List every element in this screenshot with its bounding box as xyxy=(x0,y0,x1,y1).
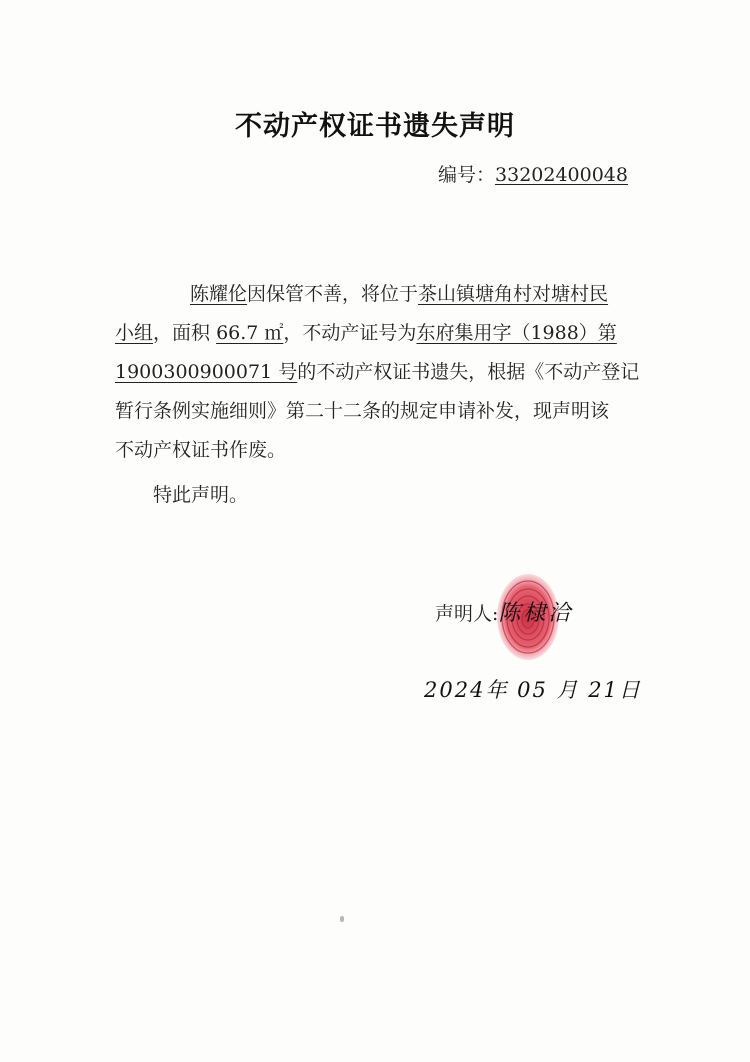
certificate-number-cont: 1900300900071 号 xyxy=(115,361,298,383)
document-number-value: 33202400048 xyxy=(495,164,628,186)
paper-speck xyxy=(340,916,344,922)
body-line-4: 暂行条例实施细则》第二十二条的规定申请补发，现声明该 xyxy=(115,400,610,422)
body-line-1: 陈耀伦因保管不善，将位于茶山镇塘角村对塘村民 xyxy=(190,283,609,305)
declaration-date: 2024年 05 月 21日 xyxy=(424,678,642,702)
signer-signature: 陈棣洽 xyxy=(498,601,574,626)
property-area: 66.7 ㎡ xyxy=(216,322,284,344)
property-location: 茶山镇塘角村对塘村民 xyxy=(418,283,609,305)
property-location-cont: 小组 xyxy=(115,322,154,344)
document-number-label: 编号： xyxy=(438,164,496,186)
body-line-2: 小组，面积 66.7 ㎡，不动产证号为东府集用字（1988）第 xyxy=(115,322,617,344)
document-number xyxy=(438,160,628,187)
certificate-number: 东府集用字（1988）第 xyxy=(416,322,617,344)
signer xyxy=(435,596,573,627)
declaration-body xyxy=(115,275,645,470)
signer-label: 声明人: xyxy=(435,603,499,625)
owner-name: 陈耀伦 xyxy=(190,283,248,305)
body-line-3: 1900300900071 号的不动产权证书遗失，根据《不动产登记 xyxy=(115,361,640,383)
body-line-5: 不动产权证书作废。 xyxy=(115,439,287,461)
document-title: 不动产权证书遗失声明 xyxy=(235,111,515,142)
closing-statement: 特此声明。 xyxy=(153,484,249,506)
